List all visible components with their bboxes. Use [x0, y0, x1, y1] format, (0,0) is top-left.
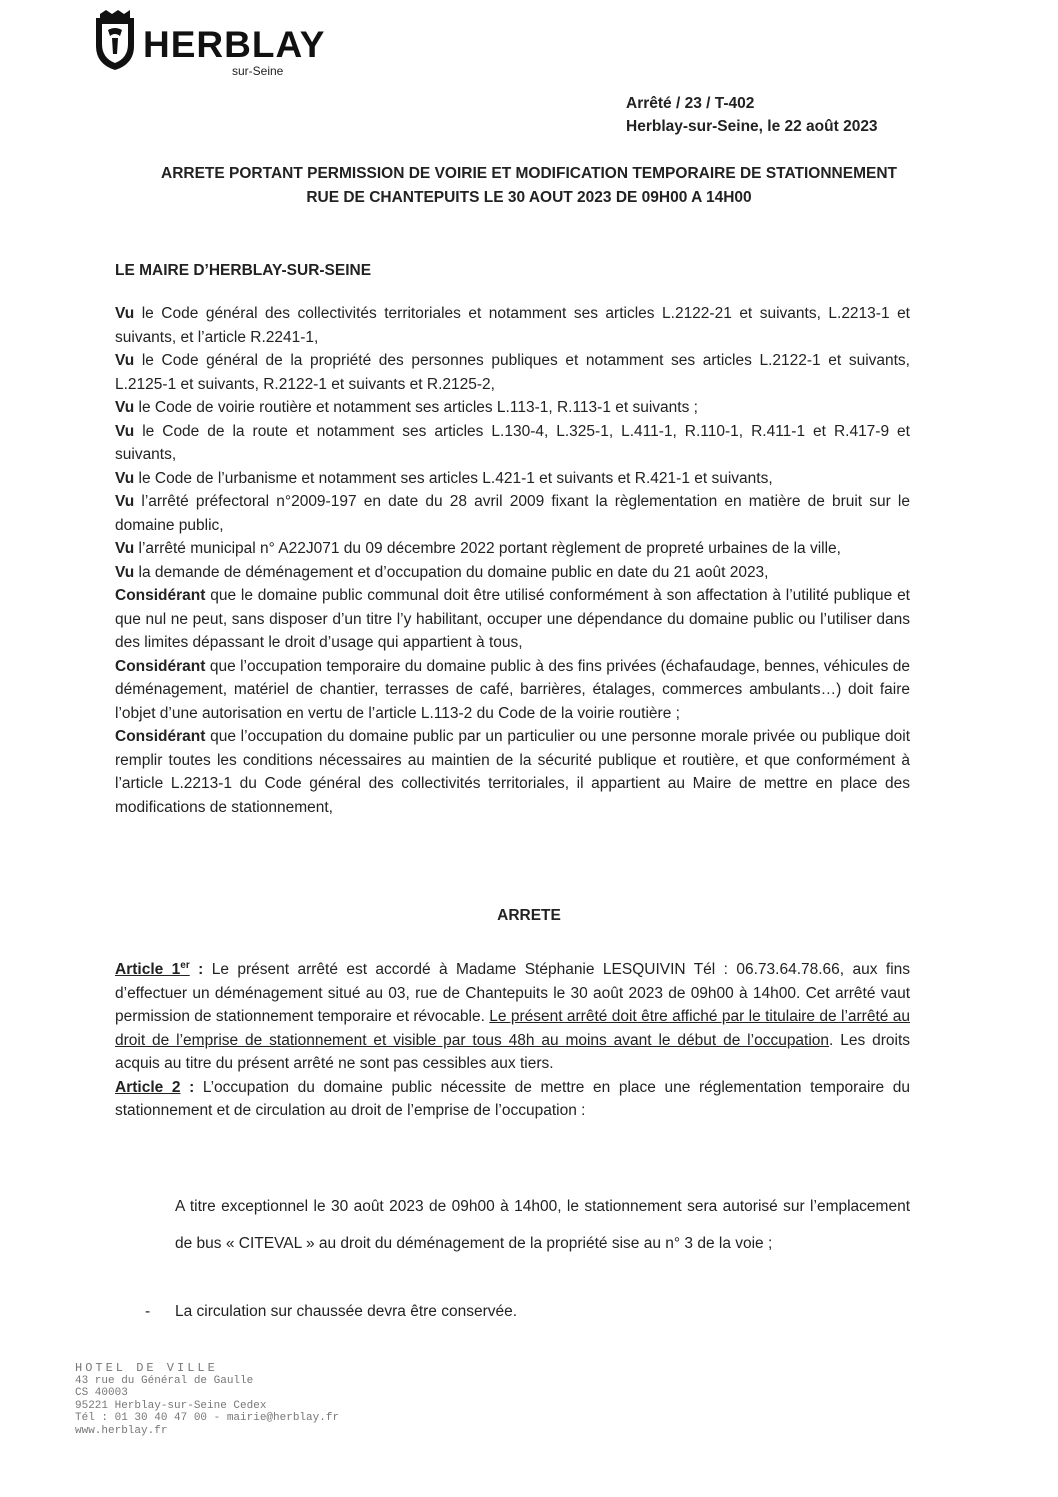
- recital-11: [115, 725, 910, 819]
- title-line-2: RUE DE CHANTEPUITS LE 30 AOUT 2023 DE 09H00 A 14H00: [306, 189, 752, 206]
- article-1: [115, 954, 910, 1076]
- recital-lead: Vu: [115, 352, 135, 369]
- recital-lead: Vu: [115, 422, 135, 440]
- article-1-sup: er: [180, 960, 190, 971]
- recital-text: la demande de déménagement et d’occupation du domaine public en date du 21 août 2023,: [134, 563, 769, 581]
- recital-lead: Vu: [115, 399, 135, 416]
- recital-8: [115, 561, 910, 585]
- recitals: [115, 302, 910, 819]
- logo-name: HERBLAY: [143, 24, 326, 65]
- recital-text: le Code de l’urbanisme et notamment ses articles L.421-1 et suivants et R.421-1 et suivants,: [134, 469, 773, 487]
- footer-title: HOTEL DE VILLE: [75, 1361, 218, 1375]
- recital-text: le Code général des collectivités territoriales et notamment ses articles L.2122-21 et suivants, L.2213-1 et suivants, et l’article R.2241-1,: [115, 305, 910, 346]
- reference-block: [626, 92, 878, 138]
- recital-6: [115, 490, 910, 537]
- logo-subtitle: sur-Seine: [232, 64, 284, 78]
- recital-text: le Code de voirie routière et notamment ses articles L.113-1, R.113-1 et suivants ;: [134, 399, 698, 416]
- footer-line-3: 95221 Herblay-sur-Seine Cedex: [75, 1399, 267, 1412]
- arrete-heading: ARRETE: [497, 907, 561, 924]
- measure-1: A titre exceptionnel le 30 août 2023 de 09h00 à 14h00, le stationnement sera autorisé sur l’emplacement de bus « CITEVAL » au droit du déménagement de la propriété sise au n° 3 de la voie ;: [175, 1198, 910, 1252]
- city-crest-icon: [90, 10, 140, 72]
- recital-text: le Code de la route et notamment ses articles L.130-4, L.325-1, L.411-1, R.110-1, R.411-1 et R.417-9 et suivants,: [115, 422, 910, 463]
- article-2: [115, 1076, 910, 1123]
- articles: [115, 954, 910, 1123]
- recital-7: [115, 537, 910, 561]
- recital-lead: Vu: [115, 305, 135, 322]
- article-1-label-text: Article 1: [115, 961, 181, 979]
- recital-lead: Considérant: [115, 728, 206, 745]
- recital-lead: Vu: [115, 493, 135, 510]
- recital-1: [115, 302, 910, 349]
- recital-text: que le domaine public communal doit être utilisé conformément à son affectation à l’utilité publique et que nul ne peut, sans disposer d’un titre l’y habilitant, occuper une dépendance du domaine public ou l’utiliser dans des limites dépassant le droit d’usage qui appartient à tous,: [115, 587, 910, 651]
- article-1-colon: :: [189, 961, 204, 979]
- article-2-label: Article 2: [115, 1078, 181, 1096]
- measure-2-text: La circulation sur chaussée devra être conservée.: [175, 1303, 518, 1320]
- recital-lead: Vu: [115, 540, 135, 557]
- recital-text: le Code général de la propriété des personnes publiques et notamment ses articles L.2122-1 et suivants, L.2125-1 et suivants, R.2122-1 et suivants et R.2125-2,: [115, 352, 910, 393]
- recital-lead: Considérant: [115, 587, 206, 604]
- recital-5: [115, 467, 910, 491]
- document-title: [60, 162, 998, 210]
- footer-line-2: CS 40003: [75, 1387, 128, 1399]
- recital-lead: Vu: [115, 469, 135, 487]
- article-2-colon: :: [180, 1078, 195, 1096]
- bullet-dash: -: [145, 1303, 151, 1320]
- recital-lead: Considérant: [115, 657, 206, 675]
- recital-text: que l’occupation temporaire du domaine public à des fins privées (échafaudage, bennes, véhicules de déménagement, matériel de chantier, terrasses de café, barrières, étalages, commerces ambulants…) doit faire l’objet d’une autorisation en vertu de l’article L.113-2 du Code de la voirie routière ;: [115, 657, 910, 722]
- arrete-date: Herblay-sur-Seine, le 22 août 2023: [626, 118, 878, 135]
- recital-2: [115, 349, 910, 396]
- article-1-underlined-text: Le présent arrêté doit être affiché par le titulaire de l’arrêté au droit de l’emprise de stationnement et visible par tous 48h au moins avant le début de l’occupation: [115, 1008, 910, 1049]
- city-logo: [90, 10, 326, 85]
- title-line-1: ARRETE PORTANT PERMISSION DE VOIRIE ET MODIFICATION TEMPORAIRE DE STATIONNEMENT: [161, 165, 897, 182]
- recital-3: [115, 396, 910, 420]
- mayor-heading: LE MAIRE D’HERBLAY-SUR-SEINE: [115, 262, 372, 279]
- footer-line-4: Tél : 01 30 40 47 00 - mairie@herblay.fr: [75, 1412, 340, 1424]
- recital-text: l’arrêté préfectoral n°2009-197 en date du 28 avril 2009 fixant la règlementation en matière de bruit sur le domaine public,: [115, 493, 910, 534]
- recital-text: que l’occupation du domaine public par un particulier ou une personne morale privée ou publique doit remplir toutes les conditions nécessaires au maintien de la sécurité publique et routière, et que conformément à l’article L.2213-1 du Code général des collectivités territoriales, il appartient au Maire de mettre en place des modifications de stationnement,: [115, 728, 910, 816]
- footer-line-1: 43 rue du Général de Gaulle: [75, 1374, 254, 1387]
- article-1-label: [115, 961, 190, 978]
- recital-4: [115, 420, 910, 467]
- recital-text: l’arrêté municipal n° A22J071 du 09 décembre 2022 portant règlement de propreté urbaines de la ville,: [134, 540, 841, 557]
- recital-9: [115, 584, 910, 655]
- recital-10: [115, 655, 910, 726]
- article-2-text: L’occupation du domaine public nécessite de mettre en place une réglementation temporaire du stationnement et de circulation au droit de l’emprise de l’occupation :: [115, 1078, 911, 1120]
- footer-line-5: www.herblay.fr: [75, 1424, 168, 1437]
- recital-lead: Vu: [115, 563, 135, 581]
- article-1-text: Le présent arrêté est accordé à Madame Stéphanie LESQUIVIN Tél : 06.73.64.78.66, aux fins d’effectuer un déménagement situé au 03, rue de Chantepuits le 30 août 2023 de 09h00 à 14h00. Cet arrêté vaut permission de stationnement temporaire et révocable.: [115, 961, 911, 1026]
- arrete-number: Arrêté / 23 / T-402: [626, 95, 755, 112]
- article-1-text-end: . Les droits acquis au titre du présent arrêté ne sont pas cessibles aux tiers.: [115, 1031, 910, 1073]
- measure-2: [145, 1303, 517, 1321]
- footer-address: [75, 1362, 339, 1437]
